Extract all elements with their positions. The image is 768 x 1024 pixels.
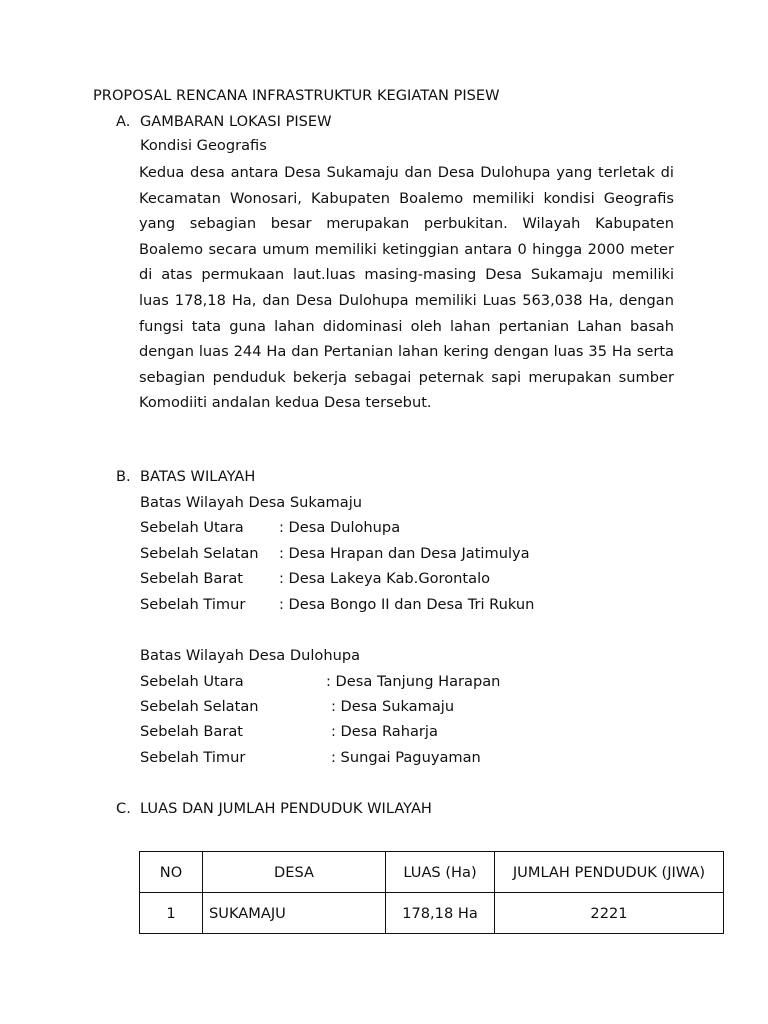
boundary-row bbox=[140, 596, 534, 613]
boundary-group-1-title: Batas Wilayah Desa Sukamaju bbox=[140, 494, 363, 511]
section-b-letter: B. bbox=[116, 468, 131, 485]
boundary-direction: Sebelah Timur bbox=[140, 749, 246, 766]
boundary-direction: Sebelah Utara bbox=[140, 519, 244, 536]
header-jumlah-penduduk: JUMLAH PENDUDUK (JIWA) bbox=[495, 852, 724, 893]
section-c-title: LUAS DAN JUMLAH PENDUDUK WILAYAH bbox=[140, 800, 432, 817]
table-header-row bbox=[140, 852, 724, 893]
boundary-direction: Sebelah Barat bbox=[140, 723, 243, 740]
boundary-group-2-title: Batas Wilayah Desa Dulohupa bbox=[140, 647, 361, 664]
table-row bbox=[140, 893, 724, 934]
boundary-value: : Desa Tanjung Harapan bbox=[326, 673, 501, 690]
boundary-row bbox=[140, 749, 481, 766]
geography-paragraph: Kedua desa antara Desa Sukamaju dan Desa Dulohupa yang terletak di Kecamatan Wonosari, Kabupaten Boalemo memiliki kondisi Geografis yang sebagian besar merupakan perbukitan. Wilayah Kabupaten Boalemo secara umum memiliki ketinggian antara 0 hingga 2000 meter di atas permukaan laut.luas masing-masing Desa Sukamaju memiliki luas 178,18 Ha, dan Desa Dulohupa memiliki Luas 563,038 Ha, dengan fungsi tata guna lahan didominasi oleh lahan pertanian Lahan basah dengan luas 244 Ha dan Pertanian lahan kering dengan luas 35 Ha serta sebagian penduduk bekerja sebagai peternak sapi merupakan sumber Komodiiti andalan kedua Desa tersebut. bbox=[139, 164, 674, 412]
boundary-value: : Desa Sukamaju bbox=[331, 698, 455, 715]
header-desa: DESA bbox=[203, 852, 386, 893]
section-a-subtitle: Kondisi Geografis bbox=[140, 137, 267, 154]
population-table bbox=[139, 851, 724, 934]
document-title: PROPOSAL RENCANA INFRASTRUKTUR KEGIATAN PISEW bbox=[93, 87, 500, 104]
boundary-value: : Sungai Paguyaman bbox=[331, 749, 481, 766]
boundary-row bbox=[140, 698, 454, 715]
section-a-letter: A. bbox=[116, 113, 131, 130]
boundary-value: : Desa Hrapan dan Desa Jatimulya bbox=[279, 545, 530, 562]
boundary-direction: Sebelah Barat bbox=[140, 570, 243, 587]
boundary-direction: Sebelah Timur bbox=[140, 596, 246, 613]
header-luas: LUAS (Ha) bbox=[386, 852, 495, 893]
section-c-letter: C. bbox=[116, 800, 131, 817]
header-no: NO bbox=[140, 852, 203, 893]
boundary-value: : Desa Bongo II dan Desa Tri Rukun bbox=[279, 596, 535, 613]
boundary-row bbox=[140, 570, 490, 587]
boundary-direction: Sebelah Selatan bbox=[140, 698, 259, 715]
boundary-direction: Sebelah Selatan bbox=[140, 545, 259, 562]
boundary-row bbox=[140, 545, 530, 562]
cell-desa: SUKAMAJU bbox=[203, 893, 386, 934]
boundary-value: : Desa Raharja bbox=[331, 723, 438, 740]
cell-jumlah-penduduk: 2221 bbox=[495, 893, 724, 934]
boundary-row bbox=[140, 519, 400, 536]
cell-luas: 178,18 Ha bbox=[386, 893, 495, 934]
boundary-direction: Sebelah Utara bbox=[140, 673, 244, 690]
section-b-title: BATAS WILAYAH bbox=[140, 468, 256, 485]
boundary-row bbox=[140, 723, 438, 740]
boundary-value: : Desa Lakeya Kab.Gorontalo bbox=[279, 570, 491, 587]
cell-no: 1 bbox=[140, 893, 203, 934]
boundary-row bbox=[140, 673, 500, 690]
section-a-title: GAMBARAN LOKASI PISEW bbox=[140, 113, 332, 130]
boundary-value: : Desa Dulohupa bbox=[279, 519, 401, 536]
